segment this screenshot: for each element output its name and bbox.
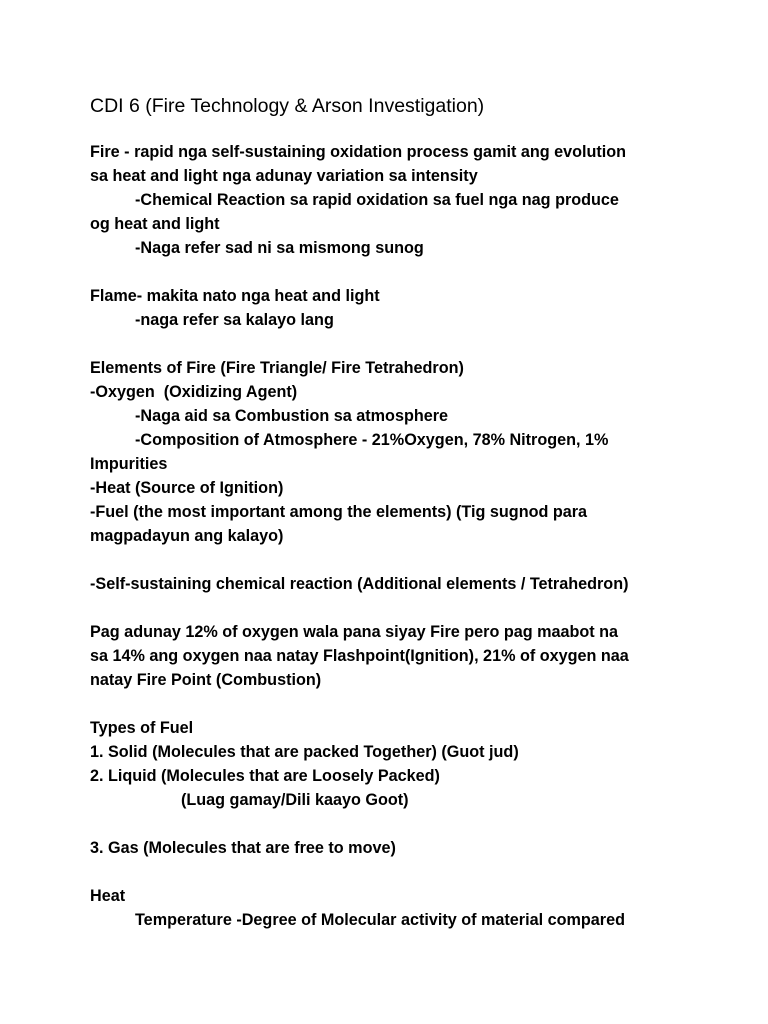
blank-line	[90, 596, 740, 620]
blank-line	[90, 332, 740, 356]
document-body	[90, 140, 740, 932]
text-line: sa 14% ang oxygen naa natay Flashpoint(Ignition), 21% of oxygen naa	[90, 647, 629, 665]
blank-line	[90, 812, 740, 836]
text-line: Flame- makita nato nga heat and light	[90, 287, 380, 305]
text-line: -Oxygen (Oxidizing Agent)	[90, 383, 298, 401]
text-line: -naga refer sa kalayo lang	[135, 311, 334, 329]
text-line: Heat	[90, 887, 126, 905]
text-line: -Fuel (the most important among the elements) (Tig sugnod para	[90, 503, 588, 521]
text-line: natay Fire Point (Combustion)	[90, 671, 322, 689]
text-line: -Naga refer sad ni sa mismong sunog	[135, 239, 424, 257]
text-line: -Chemical Reaction sa rapid oxidation sa fuel nga nag produce	[135, 191, 619, 209]
text-line: magpadayun ang kalayo)	[90, 527, 284, 545]
text-line: -Heat (Source of Ignition)	[90, 479, 284, 497]
text-line: Fire - rapid nga self-sustaining oxidation process gamit ang evolution	[90, 143, 627, 161]
text-line: Temperature -Degree of Molecular activity of material compared	[135, 911, 625, 929]
document-page	[90, 92, 740, 932]
text-line: Impurities	[90, 455, 168, 473]
text-line: -Composition of Atmosphere - 21%Oxygen, 78% Nitrogen, 1%	[135, 431, 609, 449]
blank-line	[90, 260, 740, 284]
blank-line	[90, 548, 740, 572]
text-line: Elements of Fire (Fire Triangle/ Fire Tetrahedron)	[90, 359, 464, 377]
document-title: CDI 6 (Fire Technology & Arson Investigation)	[90, 95, 485, 117]
text-line: (Luag gamay/Dili kaayo Goot)	[181, 791, 409, 809]
text-line: -Naga aid sa Combustion sa atmosphere	[135, 407, 449, 425]
text-line: 2. Liquid (Molecules that are Loosely Packed)	[90, 767, 440, 785]
text-line: og heat and light	[90, 215, 220, 233]
text-line: Pag adunay 12% of oxygen wala pana siyay Fire pero pag maabot na	[90, 623, 619, 641]
blank-line	[90, 860, 740, 884]
text-line: 1. Solid (Molecules that are packed Together) (Guot jud)	[90, 743, 519, 761]
text-line: 3. Gas (Molecules that are free to move)	[90, 839, 396, 857]
text-line: sa heat and light nga adunay variation sa intensity	[90, 167, 478, 185]
blank-line	[90, 692, 740, 716]
text-line: Types of Fuel	[90, 719, 194, 737]
text-line: -Self-sustaining chemical reaction (Additional elements / Tetrahedron)	[90, 575, 629, 593]
